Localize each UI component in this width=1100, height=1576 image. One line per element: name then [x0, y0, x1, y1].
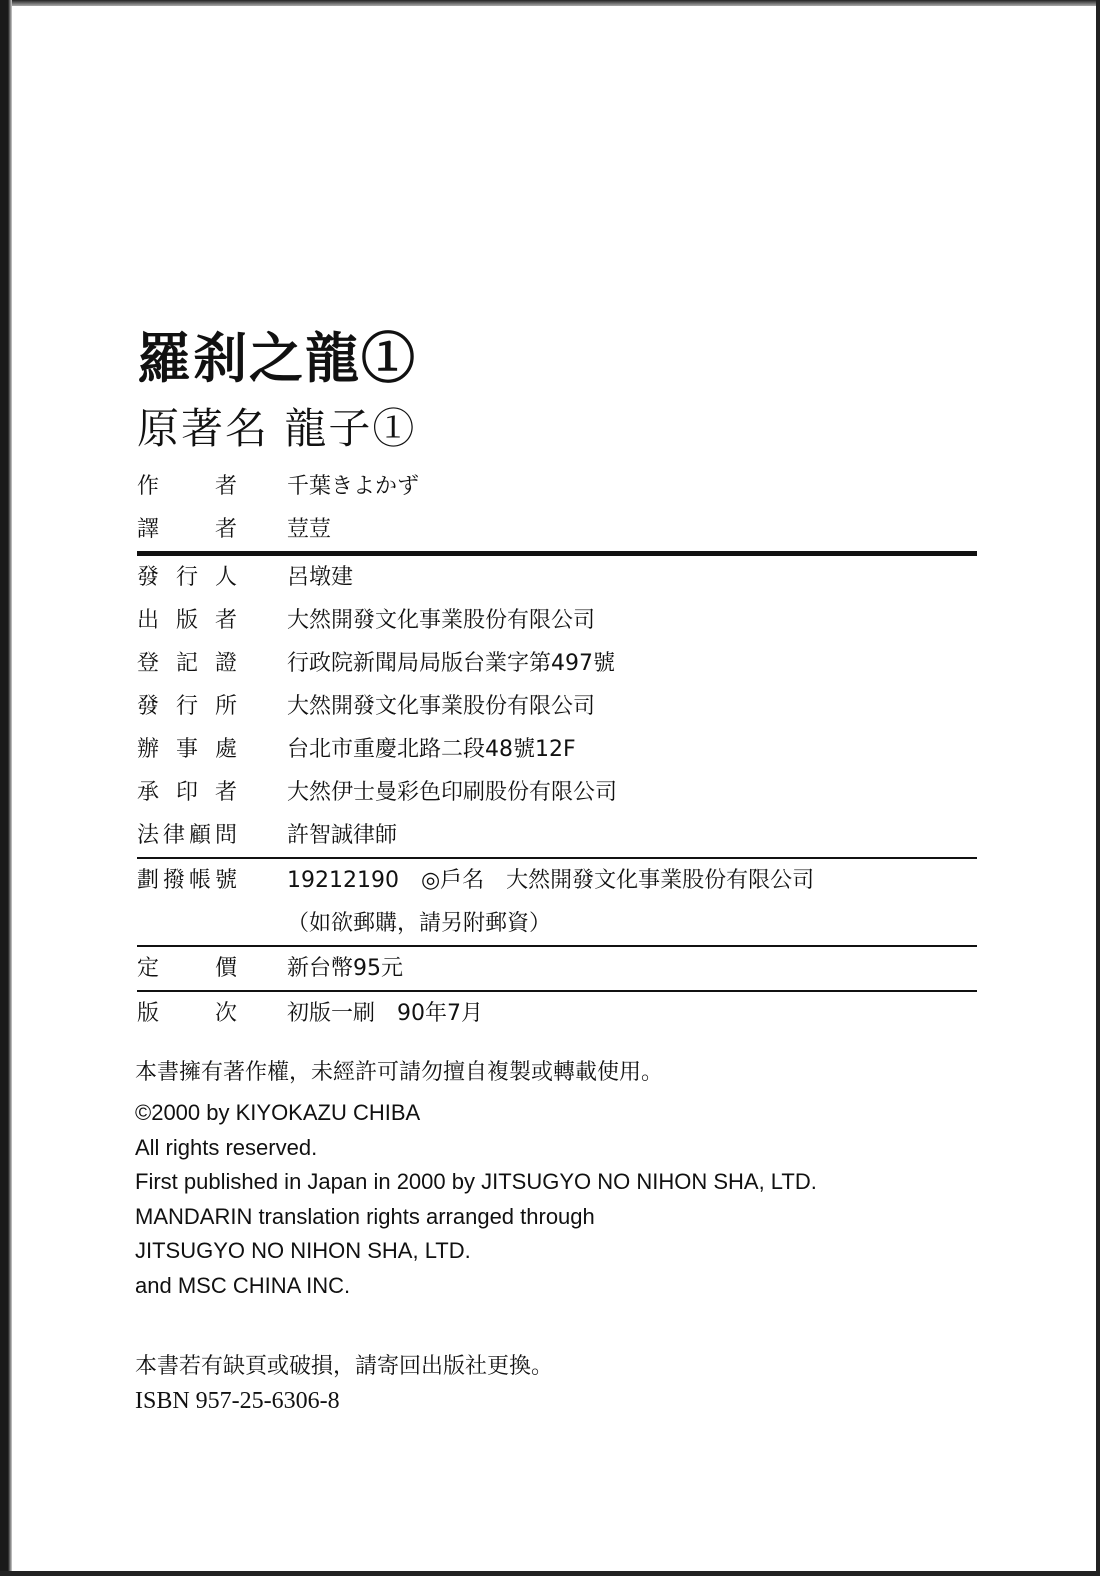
english-line: MANDARIN translation rights arranged through	[135, 1203, 595, 1229]
publisher-row-publisher	[137, 599, 977, 642]
english-line: All rights reserved.	[135, 1134, 318, 1160]
scan-edge-right	[1096, 0, 1100, 1576]
return-notice: 本書若有缺頁或破損，請寄回出版社更換。	[135, 1354, 554, 1379]
legal-label: 法律顧問	[137, 823, 237, 848]
publisher-row-office	[137, 728, 977, 771]
printer-label: 承印者	[137, 780, 237, 805]
publisher-row-distributor	[137, 685, 977, 728]
account-label: 劃撥帳號	[137, 868, 237, 893]
translator-value: 荳荳	[287, 517, 332, 542]
publisher-row-issuer	[137, 556, 977, 599]
office-value: 台北市重慶北路二段48號12F	[287, 737, 576, 762]
price-value: 新台幣95元	[287, 956, 403, 981]
office-label: 辦事處	[137, 737, 237, 762]
publisher-row-registration	[137, 642, 977, 685]
english-rights-block	[135, 1096, 817, 1303]
english-line: and MSC CHINA INC.	[135, 1272, 351, 1298]
scan-edge-left	[0, 0, 12, 1576]
edition-row	[137, 992, 977, 1035]
book-title: 羅刹之龍①	[137, 326, 417, 390]
publisher-row-legal	[137, 814, 977, 857]
publisher-row-printer	[137, 771, 977, 814]
colophon-table	[137, 465, 977, 1035]
english-line: JITSUGYO NO NIHON SHA, LTD.	[135, 1238, 471, 1263]
legal-value: 許智誠律師	[287, 823, 398, 848]
price-row	[137, 947, 977, 990]
copyright-notice: 本書擁有著作權，未經許可請勿擅自複製或轉載使用。	[135, 1060, 664, 1085]
author-label: 作 者	[137, 474, 237, 499]
account-note: （如欲郵購，請另附郵資）	[287, 911, 552, 936]
registration-label: 登記證	[137, 651, 237, 676]
credit-row-translator	[137, 508, 977, 551]
publisher-value: 大然開發文化事業股份有限公司	[287, 608, 596, 633]
printer-value: 大然伊士曼彩色印刷股份有限公司	[287, 780, 618, 805]
scan-edge-bottom	[0, 1571, 1100, 1576]
account-row	[137, 859, 977, 945]
english-line: ©2000 by KIYOKAZU CHIBA	[135, 1100, 421, 1125]
distributor-value: 大然開發文化事業股份有限公司	[287, 694, 596, 719]
isbn: ISBN 957-25-6306-8	[135, 1388, 340, 1414]
publisher-label: 出版者	[137, 608, 237, 633]
translator-label: 譯 者	[137, 517, 237, 542]
english-line: First published in Japan in 2000 by JITSUGYO NO NIHON SHA, LTD.	[135, 1169, 817, 1194]
distributor-label: 發行所	[137, 694, 237, 719]
credit-row-author	[137, 465, 977, 508]
issuer-value: 呂墩建	[287, 565, 354, 590]
scan-edge-top	[0, 0, 1100, 6]
price-label: 定 價	[137, 956, 237, 981]
edition-label: 版 次	[137, 1001, 237, 1026]
edition-value: 初版一刷 90年7月	[287, 1001, 483, 1026]
registration-value: 行政院新聞局局版台業字第497號	[287, 651, 615, 676]
issuer-label: 發行人	[137, 565, 237, 590]
author-value: 千葉きよかず	[287, 474, 420, 499]
original-title: 原著名 龍子①	[137, 404, 417, 453]
account-value: 19212190 ◎戶名 大然開發文化事業股份有限公司	[287, 868, 815, 893]
